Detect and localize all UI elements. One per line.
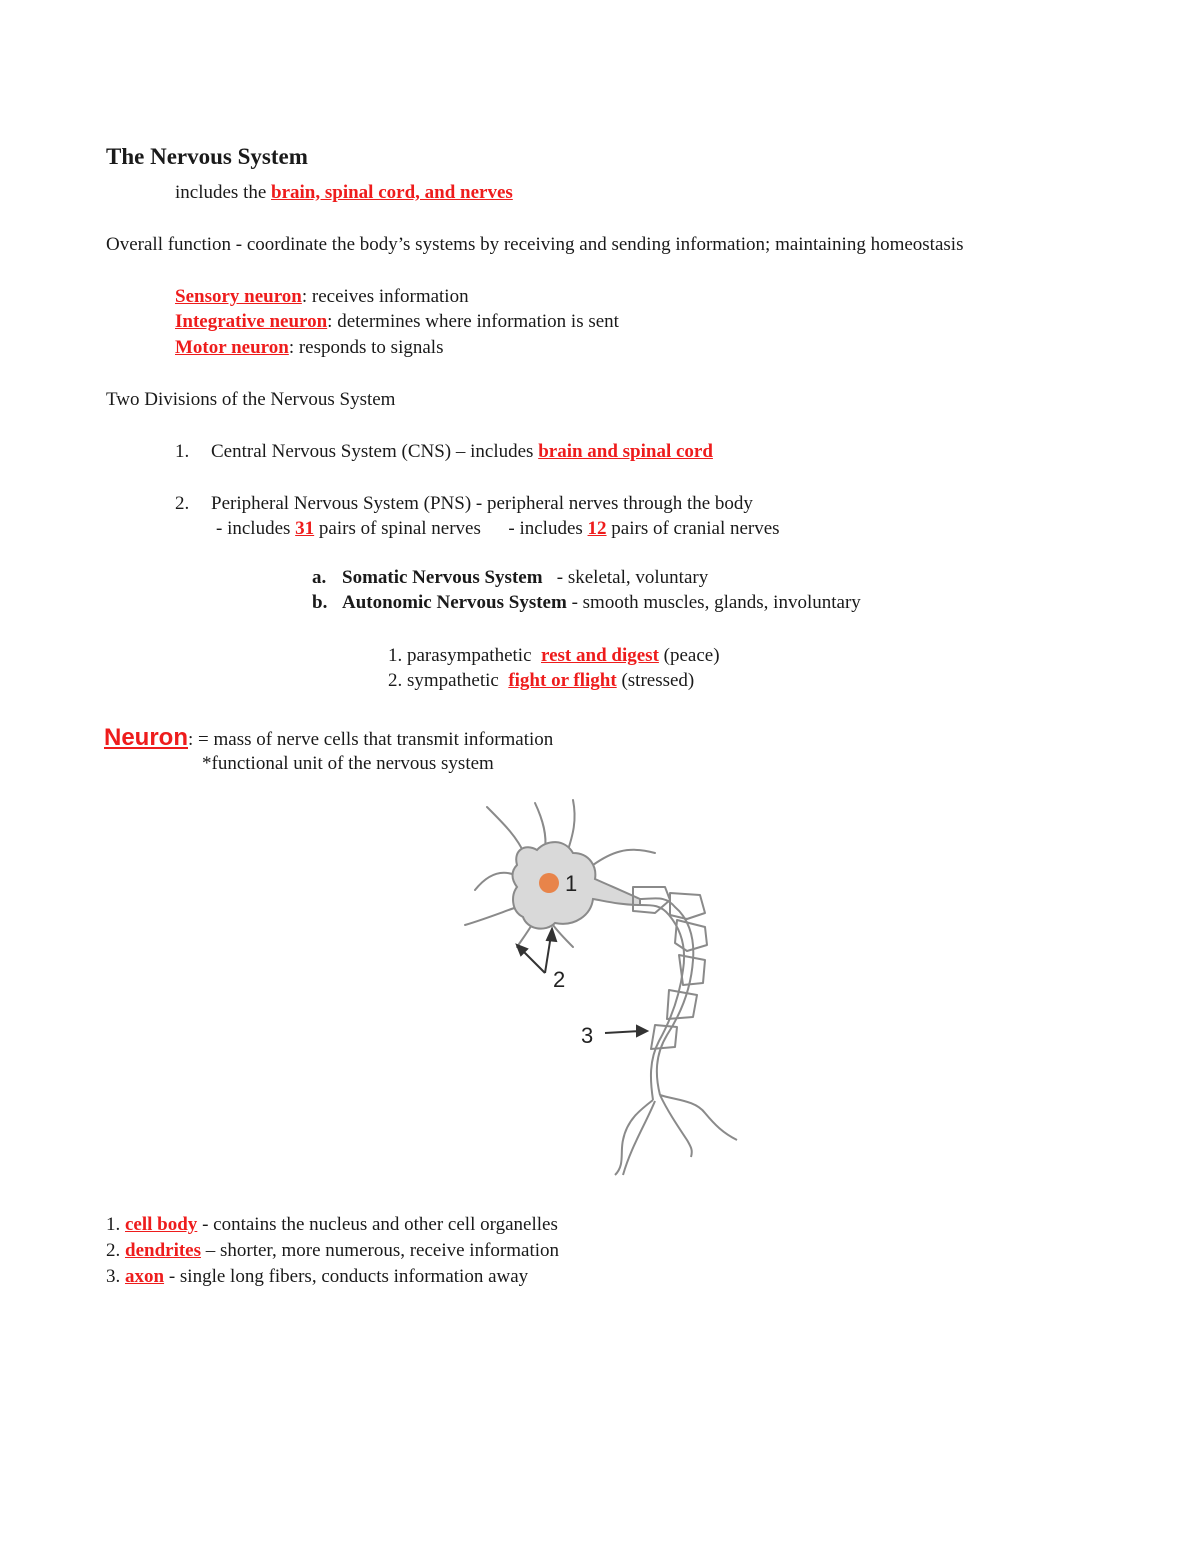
diagram-label-2: 2 [553, 967, 566, 992]
overall-function: Overall function - coordinate the body’s systems by receiving and sending information; maintaining homeostasis [106, 234, 964, 255]
includes-prefix: includes the [175, 182, 272, 203]
spinal-count: 31 [295, 518, 315, 539]
part-dendrites [106, 1240, 559, 1262]
cranial-prefix: - includes [508, 518, 588, 539]
part-term: axon [125, 1266, 165, 1287]
autonomic-parasympathetic [388, 645, 720, 667]
includes-highlight: brain, spinal cord, and nerves [271, 182, 513, 203]
subsystem-letter: a. [312, 567, 327, 588]
subsystem-desc: - skeletal, voluntary [542, 567, 709, 588]
neuron-diagram [455, 795, 755, 1195]
spinal-suffix: pairs of spinal nerves [314, 518, 481, 539]
neuron-type-desc: : receives information [301, 286, 469, 307]
neuron-type-desc: : determines where information is sent [327, 311, 619, 332]
part-term: cell body [125, 1214, 198, 1235]
subsystem-desc: - smooth muscles, glands, involuntary [566, 592, 861, 613]
subsystem-autonomic [312, 592, 861, 614]
cranial-count: 12 [587, 518, 607, 539]
autonomic-prefix: 1. parasympathetic [388, 645, 542, 666]
spinal-prefix: - includes [216, 518, 296, 539]
divisions-heading: Two Divisions of the Nervous System [106, 389, 396, 410]
part-desc: - contains the nucleus and other cell organelles [197, 1214, 558, 1235]
subsystem-somatic [312, 567, 708, 589]
part-number: 3. [106, 1266, 125, 1287]
pns-number: 2. [175, 493, 190, 514]
part-number: 1. [106, 1214, 125, 1235]
part-desc: – shorter, more numerous, receive information [201, 1240, 560, 1261]
subsystem-name: Somatic Nervous System [342, 567, 543, 588]
autonomic-highlight: rest and digest [541, 645, 659, 666]
autonomic-highlight: fight or flight [508, 670, 617, 691]
diagram-label-1: 1 [565, 871, 578, 896]
neuron-type-integrative [175, 311, 619, 333]
neuron-type-desc: : responds to signals [288, 337, 444, 358]
subsystem-name: Autonomic Nervous System [342, 592, 567, 613]
axon-arrow [605, 1026, 647, 1036]
pns-item [175, 493, 753, 515]
neuron-note: *functional unit of the nervous system [202, 753, 494, 774]
page-title: The Nervous System [106, 144, 308, 169]
part-number: 2. [106, 1240, 125, 1261]
neuron-type-term: Motor neuron [175, 337, 289, 358]
neuron-type-term: Integrative neuron [175, 311, 328, 332]
cns-text: Central Nervous System (CNS) – includes [211, 441, 539, 462]
cns-number: 1. [175, 441, 190, 462]
cns-highlight: brain and spinal cord [538, 441, 713, 462]
diagram-label-3: 3 [581, 1023, 594, 1048]
pns-text: Peripheral Nervous System (PNS) - peripheral nerves through the body [211, 493, 753, 514]
neuron-term: Neuron [104, 724, 188, 751]
cranial-suffix: pairs of cranial nerves [606, 518, 780, 539]
autonomic-suffix: (peace) [658, 645, 720, 666]
part-axon [106, 1266, 528, 1288]
part-cell-body [106, 1214, 558, 1236]
neuron-type-term: Sensory neuron [175, 286, 302, 307]
autonomic-suffix: (stressed) [616, 670, 695, 691]
part-term: dendrites [125, 1240, 201, 1261]
subsystem-letter: b. [312, 592, 328, 613]
neuron-def: : = mass of nerve cells that transmit information [188, 729, 554, 750]
neuron-type-sensory [175, 286, 469, 308]
nucleus [539, 873, 559, 893]
neuron-type-motor [175, 337, 443, 359]
neuron-definition [104, 724, 553, 754]
autonomic-prefix: 2. sympathetic [388, 670, 509, 691]
pns-nerve-counts [216, 518, 780, 540]
dendrite-arrows [517, 929, 556, 973]
autonomic-sympathetic [388, 670, 694, 692]
cns-item [175, 441, 713, 463]
part-desc: - single long fibers, conducts information away [164, 1266, 529, 1287]
includes-line [175, 182, 513, 204]
